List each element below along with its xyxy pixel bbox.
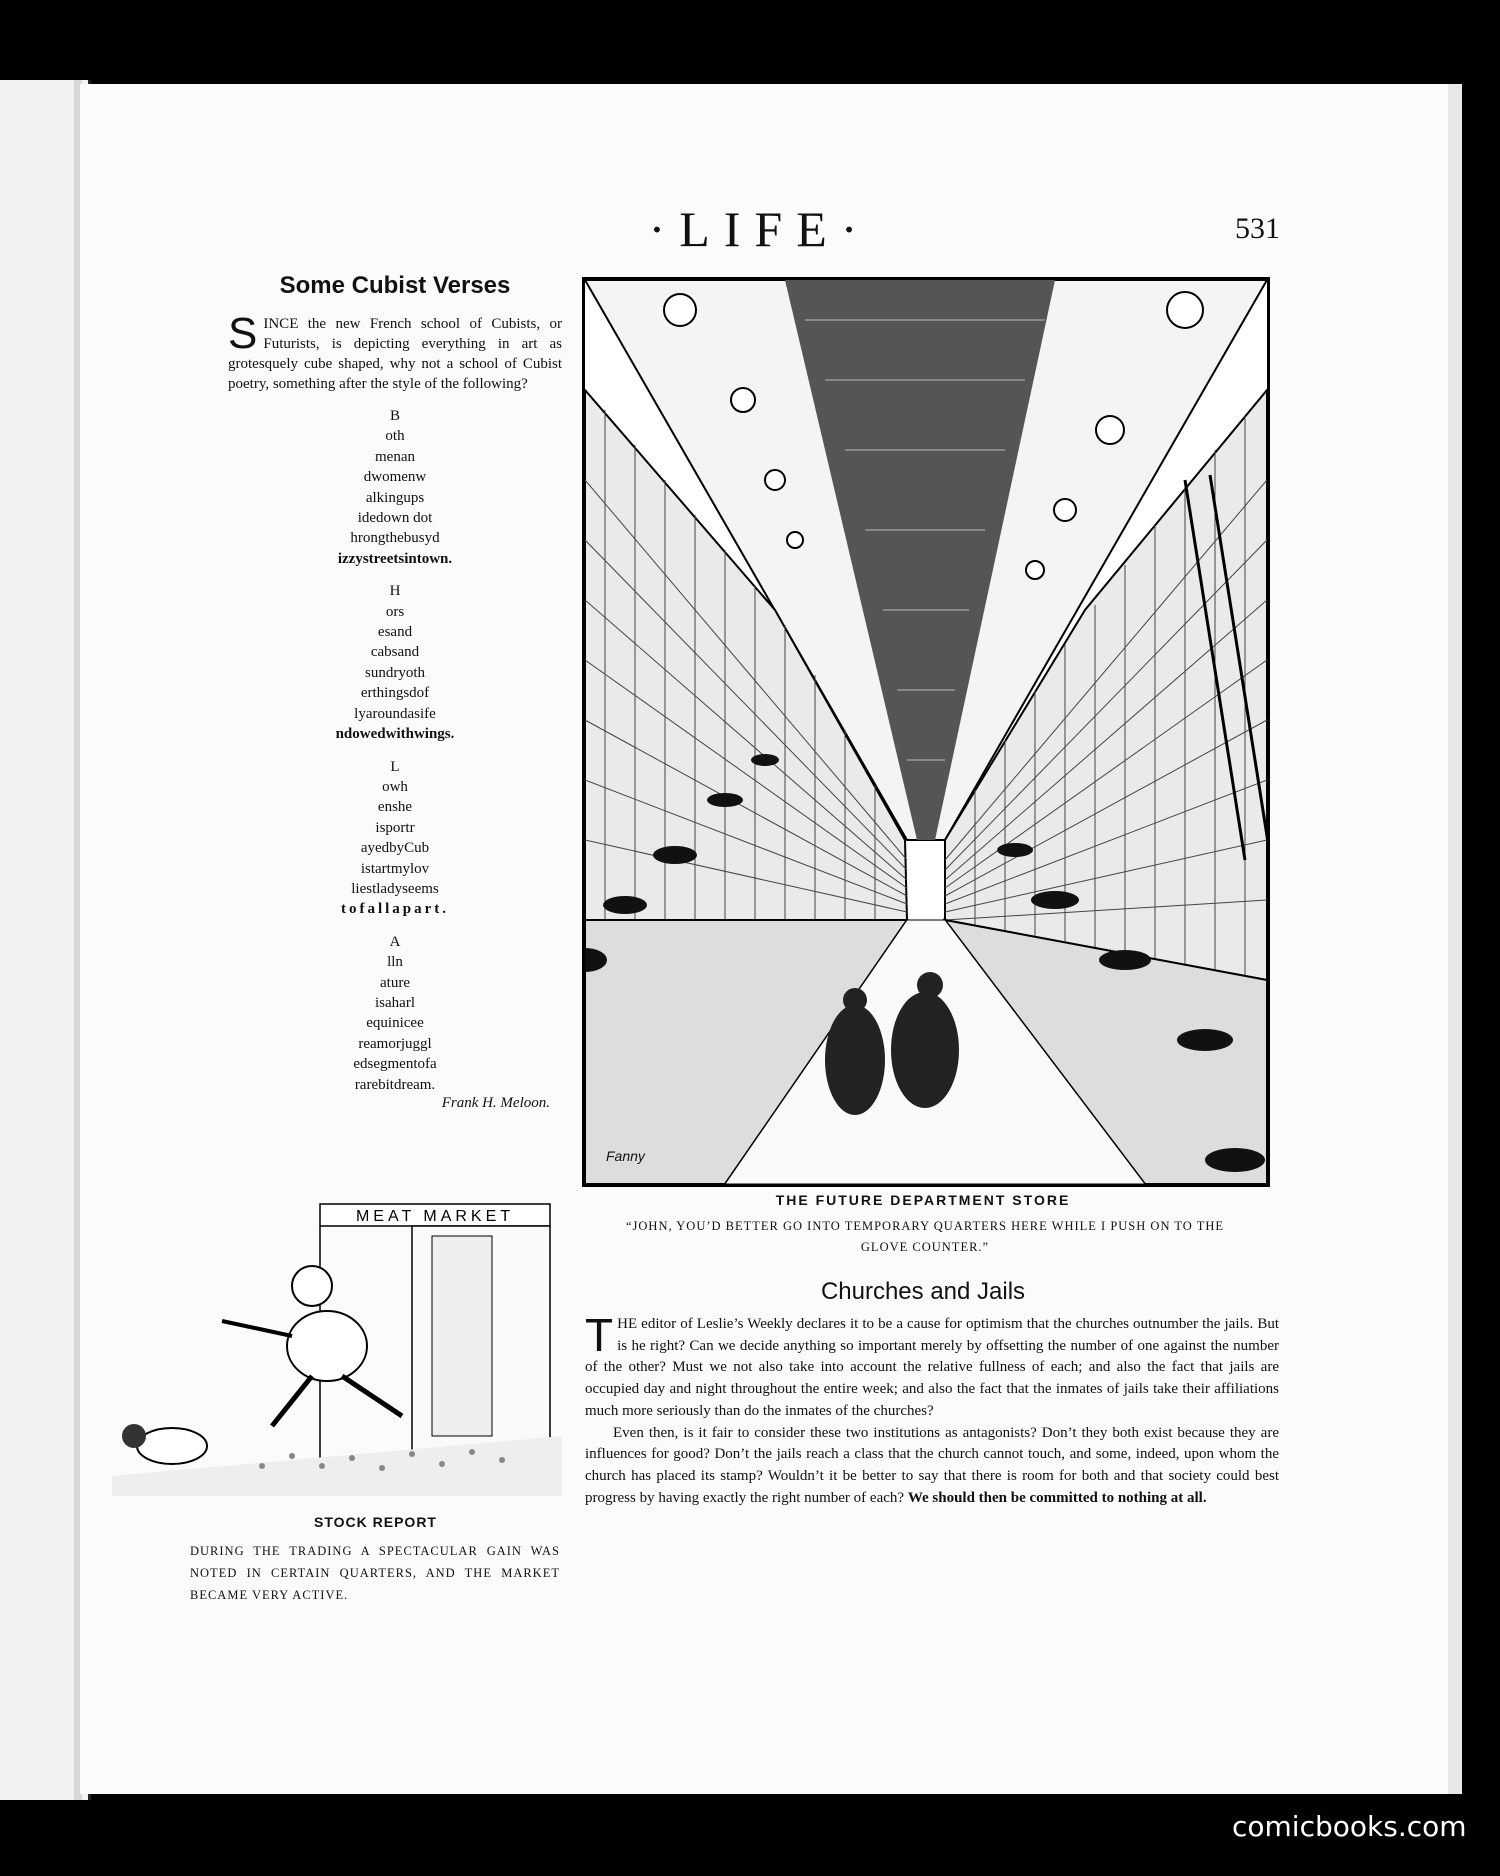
meat-market-sign: MEAT MARKET xyxy=(355,1208,515,1225)
stanza-line: L xyxy=(390,758,400,775)
poem-intro xyxy=(228,309,562,394)
stanza-line: rarebitdream. xyxy=(354,1076,436,1093)
stanza-line: tofallapart. xyxy=(340,901,450,918)
stanza-line: ature xyxy=(380,974,410,991)
artist-signature: Fanny xyxy=(606,1148,645,1164)
stanza-line: ors xyxy=(385,603,405,620)
butcher-drawing xyxy=(112,1196,562,1496)
page-number: 531 xyxy=(1235,212,1280,245)
stanza-line: isaharl xyxy=(375,994,415,1011)
cartoon-title: STOCK REPORT xyxy=(314,1514,437,1530)
stanza-line: alkingups xyxy=(365,489,425,506)
poem-dropcap: S xyxy=(228,309,258,358)
poem-title: Some Cubist Verses xyxy=(279,272,511,299)
article-paragraph-text: Even then, is it fair to consider these two institutions as antagonists? Don’t they both exist because they are influences for good? Don’t the jails reach a class that the church cannot touch, and some, indeed, upon whom the church has placed its stamp? Wouldn’t it be better to say that there is room for both and that society could best progress by having exactly the right number of each? xyxy=(585,1424,1279,1506)
poem-intro-text: INCE the new French school of Cubists, or Futurists, is depicting everything in art as grotesquely cube shaped, why not a school of Cubist poetry, something after the style of the following? xyxy=(228,316,562,392)
stanza xyxy=(228,406,562,569)
article-body xyxy=(585,1309,1279,1509)
stanza-line: esand xyxy=(377,624,413,641)
article-dropcap: T xyxy=(585,1309,614,1361)
article-paragraph-text: HE editor of Leslie’s Weekly declares it to be a cause for optimism that the churches outnumber the jails. But is he right? Can we decide anything so important merely by offsetting the number of one against the number of the other? Must we not also take into account the relative fullness of each; and also the fact that jails are occupied day and night throughout the entire week; and also the fact that the inmates of jails take their affiliations much more seriously than do the inmates of the churches? xyxy=(585,1316,1279,1419)
illustration-title: THE FUTURE DEPARTMENT STORE xyxy=(775,1192,1071,1208)
poem-author: Frank H. Meloon. xyxy=(441,1095,550,1111)
stanza-line: equinicee xyxy=(366,1015,424,1032)
cartoon-caption: DURING THE TRADING A SPECTACULAR GAIN WAS NOTED IN CERTAIN QUARTERS, AND THE MARKET BECAME VERY ACTIVE. xyxy=(190,1544,560,1602)
stanza-line: lyaroundasife xyxy=(354,705,436,722)
stanza-line: liestladyseems xyxy=(351,880,439,897)
stanza-line: enshe xyxy=(377,799,413,816)
meat-market-cartoon xyxy=(112,1196,562,1496)
illustration-caption: “JOHN, YOU’D BETTER GO INTO TEMPORARY QUARTERS HERE WHILE I PUSH ON TO THE GLOVE COUNTER.” xyxy=(625,1219,1225,1254)
stanza-line: idedown dot xyxy=(357,510,433,527)
previous-page-edge xyxy=(0,80,91,1800)
article-paragraph xyxy=(585,1423,1279,1510)
stanza-line: menan xyxy=(375,448,415,465)
article-title: Churches and Jails xyxy=(820,1278,1026,1305)
stanza-line: erthingsdof xyxy=(360,685,430,702)
stanza-line: A xyxy=(389,933,401,950)
stanza-line: owh xyxy=(382,778,408,795)
department-store-illustration xyxy=(582,277,1270,1187)
store-aisle-drawing xyxy=(585,280,1267,1184)
article-paragraph xyxy=(585,1309,1279,1423)
poem-column xyxy=(228,272,562,1112)
stanza-line: hrongthebusyd xyxy=(350,530,440,547)
stanza-line: ndowedwithwings. xyxy=(335,726,455,743)
watermark: comicbooks.com xyxy=(1232,1810,1467,1843)
masthead: ·LIFE· xyxy=(648,201,872,257)
stanza-line: izzystreetsintown. xyxy=(337,550,453,567)
stanza-line: sundryoth xyxy=(365,664,425,681)
stanza-line: reamorjuggl xyxy=(358,1035,432,1052)
stanza-line: istartmylov xyxy=(360,860,430,877)
article-closing-sentence: We should then be committed to nothing at all. xyxy=(907,1489,1207,1506)
stanza-line: dwomenw xyxy=(363,469,427,486)
stanza xyxy=(228,757,562,920)
stanza-line: lln xyxy=(387,954,403,971)
stanza-line: isportr xyxy=(375,819,415,836)
stanza-line: cabsand xyxy=(370,644,420,661)
stanza-line: B xyxy=(389,408,400,424)
stanza-line: edsegmentofa xyxy=(353,1056,437,1073)
stanza xyxy=(228,581,562,744)
stanza-line: ayedbyCub xyxy=(360,840,430,857)
stanza-line: oth xyxy=(385,428,405,445)
page-edge-right xyxy=(1448,84,1462,1794)
stanza xyxy=(228,932,562,1095)
stanza-line: H xyxy=(389,583,401,600)
